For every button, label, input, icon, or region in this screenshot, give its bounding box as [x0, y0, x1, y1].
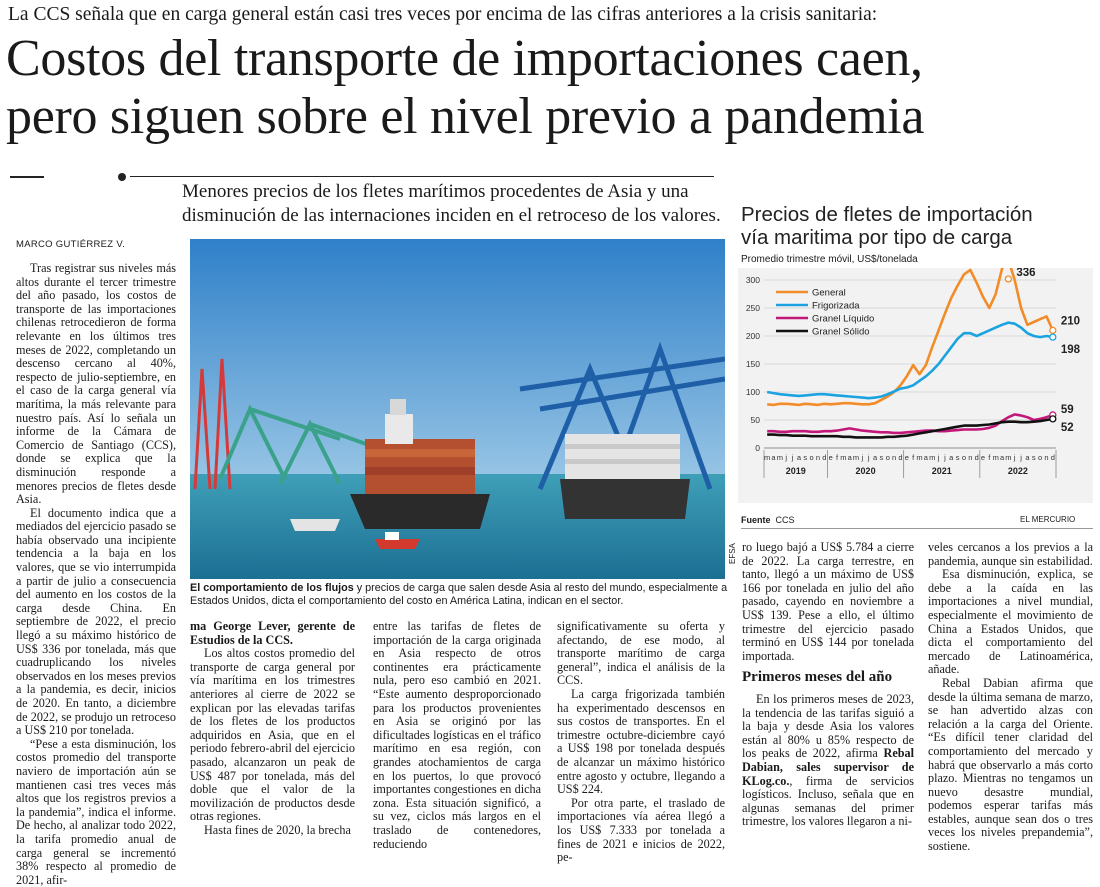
- x-tick-label: m: [929, 453, 936, 462]
- x-tick-label: a: [796, 453, 801, 462]
- x-tick-label: m: [764, 453, 771, 462]
- x-tick-label: s: [1031, 453, 1036, 462]
- chart-subtitle: Promedio trimestre móvil, US$/tonelada: [741, 254, 918, 265]
- x-tick-label: n: [892, 453, 897, 462]
- x-tick-label: o: [961, 453, 967, 462]
- photo-credit: EFSA: [728, 543, 737, 564]
- end-value-label: 59: [1060, 403, 1074, 416]
- x-tick-label: f: [835, 453, 839, 462]
- column-4: [557, 620, 725, 865]
- x-tick-label: d: [1050, 453, 1055, 462]
- end-marker: [1050, 334, 1056, 340]
- col5-paragraph: En los primeros meses de 2023, la tendencia de las tarifas siguió a la baja y desde Asia los valores están al 80% u 85% respecto de los peaks de 2022, afirma: [742, 691, 914, 761]
- col1-paragraph: Tras registrar sus niveles más altos durante el tercer trimestre del año pasado, los costos de transporte de las importaciones chilenas retrocedieron de forma relevante en los últimos tres meses de 2022, completando un descenso cercano al 40%, respecto de julio-septiembre, en el caso de la carga general vía marítima, la más relevante para nuestro país. Así lo señala un informe de la Cámara de Comercio de Santiago (CCS), donde se explica que la disminución responde a menores precios de fletes desde Asia.: [16, 261, 176, 507]
- x-tick-label: j: [1020, 453, 1022, 462]
- source-name: Rebal Dabian, sales supervisor de KLog.co.: [742, 746, 914, 788]
- subhead: Menores precios de los fletes marítimos procedentes de Asia y una disminución de las internaciones inciden en el retroceso de los valores.: [182, 181, 721, 226]
- column-1: [16, 262, 176, 887]
- col1-paragraph: “Pese a esta disminución, los costos promedio del transporte naviero de importación aún se mantienen casi tres veces más altos que los registros previos a la pandemia”, indica el informe. De hecho, al analizar todo 2022, la tarifa promedio anual de carga general se incrementó 38% respecto al promedio de 2021, afir-: [16, 736, 176, 887]
- year-label: 2021: [931, 466, 952, 476]
- end-value-label: 198: [1060, 344, 1081, 357]
- caption-lead: El comportamiento de los flujos: [190, 582, 354, 594]
- byline: MARCO GUTIÉRREZ V.: [16, 239, 126, 250]
- y-tick-label: 50: [750, 415, 760, 425]
- col6-paragraph: veles cercanos a los previos a la pandemia, aunque sin estabilidad.: [928, 540, 1093, 568]
- x-tick-label: f: [988, 453, 991, 462]
- photo-caption: [190, 582, 730, 608]
- x-tick-label: n: [968, 453, 973, 462]
- rule-long: [130, 176, 714, 177]
- x-tick-label: j: [937, 453, 940, 462]
- x-tick-label: o: [809, 453, 814, 462]
- y-tick-label: 200: [745, 331, 760, 341]
- col4-paragraph: La carga frigorizada también ha experimentado descensos en sus costos de transportes. En el trimestre octubre-diciembre cayó a US$ 198 por tonelada después de alcanzar un máximo histórico entre agosto y octubre, llegando a US$ 224.: [557, 686, 725, 797]
- x-tick-label: m: [916, 453, 923, 462]
- x-tick-label: n: [1044, 453, 1049, 462]
- end-value-label: 52: [1060, 421, 1074, 434]
- x-tick-label: a: [923, 453, 928, 462]
- chart-title-line-2: vía maritima por tipo de carga: [741, 226, 1013, 249]
- y-tick-label: 100: [745, 387, 760, 397]
- source-label: Fuente: [741, 515, 771, 525]
- x-tick-label: f: [912, 453, 915, 462]
- col2-paragraph: Hasta fines de 2020, la brecha: [204, 822, 351, 837]
- end-marker: [1050, 416, 1056, 422]
- masthead: EL MERCURIO: [1020, 515, 1076, 524]
- y-tick-label: 250: [745, 303, 760, 313]
- x-tick-label: d: [974, 453, 979, 462]
- x-tick-label: a: [1025, 453, 1030, 462]
- headline: [6, 30, 1096, 146]
- x-tick-label: d: [822, 453, 827, 462]
- y-tick-label: 0: [755, 443, 760, 453]
- bullet-dot: [118, 173, 126, 181]
- x-tick-label: a: [847, 453, 852, 462]
- freight-chart: [738, 268, 1093, 503]
- chart-title-line-1: Precios de fletes de importación: [741, 203, 1033, 226]
- column-3: [373, 620, 541, 851]
- rule-short: [10, 176, 44, 178]
- y-tick-label: 150: [745, 359, 760, 369]
- peak-marker: [1005, 276, 1011, 282]
- x-tick-label: n: [815, 453, 821, 462]
- col6-paragraph: Rebal Dabian afirma que desde la última semana de marzo, se han advertido alzas con relación a la carga del Oriente. “Es difícil tener claridad del comportamiento del mercado y habrá que observarlo a más corto plazo. Mientras no tengamos un nuevo desastre mundial, podemos esperar tarifas más estables, aunque sean dos o tres veces los niveles prepandemia”, sostiene.: [928, 675, 1093, 854]
- x-tick-label: a: [949, 453, 954, 462]
- x-tick-label: s: [955, 453, 960, 462]
- x-tick-label: m: [1005, 453, 1012, 462]
- x-tick-label: e: [828, 453, 833, 462]
- legend-label: Granel Líquido: [812, 313, 875, 325]
- x-tick-label: m: [776, 453, 783, 462]
- x-tick-label: j: [867, 453, 870, 462]
- port-photo: [190, 239, 725, 579]
- x-tick-label: j: [785, 453, 788, 462]
- col5-paragraph: ro luego bajó a US$ 5.784 a cierre de 2022. La carga terrestre, en tanto, llegó a un máximo de US$ 166 por tonelada en julio del año pasado, cayendo en noviembre a US$ 139. Pese a ello, el último trimestre del ejercicio pasado terminó en US$ 144 por tonelada importada.: [742, 540, 914, 663]
- x-tick-label: a: [873, 453, 878, 462]
- year-label: 2020: [855, 466, 876, 476]
- x-tick-label: j: [861, 453, 864, 462]
- x-tick-label: e: [904, 453, 909, 462]
- col1-paragraph: El documento indica que a mediados del ejercicio pasado se había observado una incipiente tendencia a la baja en los valores, que se vio interrumpida a partir de julio a consecuencia del aumento en los costos de la carga desde China. En septiembre de 2022, el precio llegó a su máximo histórico de US$ 336 por tonelada, más que cuadruplicando los niveles observados en los meses previos a la pandemia, es decir, inicios de 2020. En tanto, a diciembre de 2022, se produjo un retroceso a US$ 210 por tonelada.: [16, 505, 176, 738]
- chart-rule: [741, 528, 1093, 529]
- x-tick-label: s: [879, 453, 884, 462]
- x-tick-label: j: [944, 453, 946, 462]
- x-tick-label: m: [840, 453, 847, 462]
- x-tick-label: m: [992, 453, 999, 462]
- x-tick-label: o: [885, 453, 890, 462]
- source-value: CCS: [775, 515, 795, 525]
- col5-paragraph-end: , firma de servicios logísticos. Incluso, señala que en algunas semanas del primer trimestre, los valores llegaron a ni-: [742, 773, 914, 829]
- x-tick-label: j: [791, 453, 794, 462]
- x-tick-label: d: [898, 453, 903, 462]
- x-tick-label: o: [1038, 453, 1043, 462]
- x-tick-label: a: [999, 453, 1005, 462]
- col3-paragraph: entre las tarifas de fletes de importación de la carga originada en Asia respecto de otros continentes era prácticamente nula, pero eso cambió en 2021. “Este aumento desproporcionado para los productos provenientes en Asia se originó por las dificultades logísticas en el tráfico marítimo en esa región, con grandes atochamientos de carga en los puertos, lo que provocó importantes congestiones en dicha zona. Esta situación significó, a su vez, ciclos más largos en el traslado de contenedores, reduciendo: [373, 619, 541, 851]
- column-6: [928, 541, 1093, 854]
- end-value-label: 210: [1060, 315, 1081, 328]
- section-heading: Primeros meses del año: [742, 669, 893, 686]
- col2-paragraph: Los altos costos promedio del transporte de carga general por vía marítima en los trimestres anteriores al cierre de 2022 se explican por las elevadas tarifas de los fletes de los productos adquiridos en Asia, que en el periodo febrero-abril del ejercicio pasado, alcanzaron un peak de US$ 487 por tonelada, más del doble que el valor de la movilización de productos desde otras regiones.: [190, 646, 355, 824]
- x-tick-label: j: [1013, 453, 1016, 462]
- chart-title: [741, 203, 1071, 249]
- caption-text: y precios de carga que salen desde Asia al resto del mundo, especialmente a Estados Unidos, dicta el comportamiento del costo en América Latina, indican en el sector.: [190, 582, 728, 607]
- peak-value-label: 336: [1016, 268, 1036, 279]
- column-5: [742, 541, 914, 829]
- headline-line-2: pero siguen sobre el nivel previo a pandemia: [6, 88, 925, 145]
- legend-label: Frigorizada: [812, 300, 860, 312]
- headline-line-1: Costos del transporte de importaciones caen,: [6, 30, 923, 87]
- end-marker: [1050, 327, 1056, 333]
- year-label: 2022: [1007, 466, 1028, 476]
- x-tick-label: m: [852, 453, 860, 462]
- x-tick-label: e: [980, 453, 986, 462]
- col2-quote-attribution: ma George Lever, gerente de Estudios de la CCS.: [190, 619, 355, 647]
- legend-label: Granel Sólido: [812, 326, 870, 338]
- col4-paragraph: Por otra parte, el traslado de importaciones vía aérea llegó a los US$ 7.333 por tonelada a fines de 2021 e inicios de 2022, pe-: [557, 795, 725, 865]
- x-tick-label: s: [803, 453, 808, 462]
- kicker: La CCS señala que en carga general están casi tres veces por encima de las cifras anteriores a la crisis sanitaria:: [8, 4, 878, 25]
- x-tick-label: a: [771, 453, 776, 462]
- col4-paragraph: significativamente su oferta y afectando, de ese modo, al transporte marítimo de carga general”, indica el análisis de la CCS.: [557, 619, 725, 688]
- legend-label: General: [812, 287, 846, 299]
- y-tick-label: 300: [745, 275, 760, 285]
- col6-paragraph: Esa disminución, explica, se debe a la caída en las importaciones a nivel mundial, especialmente el movimiento de China a Estados Unidos, que dicta el comportamiento del mercado de Latinoamérica, añade.: [928, 567, 1093, 677]
- column-2: [190, 620, 355, 838]
- year-label: 2019: [785, 466, 806, 476]
- chart-source: [741, 515, 795, 525]
